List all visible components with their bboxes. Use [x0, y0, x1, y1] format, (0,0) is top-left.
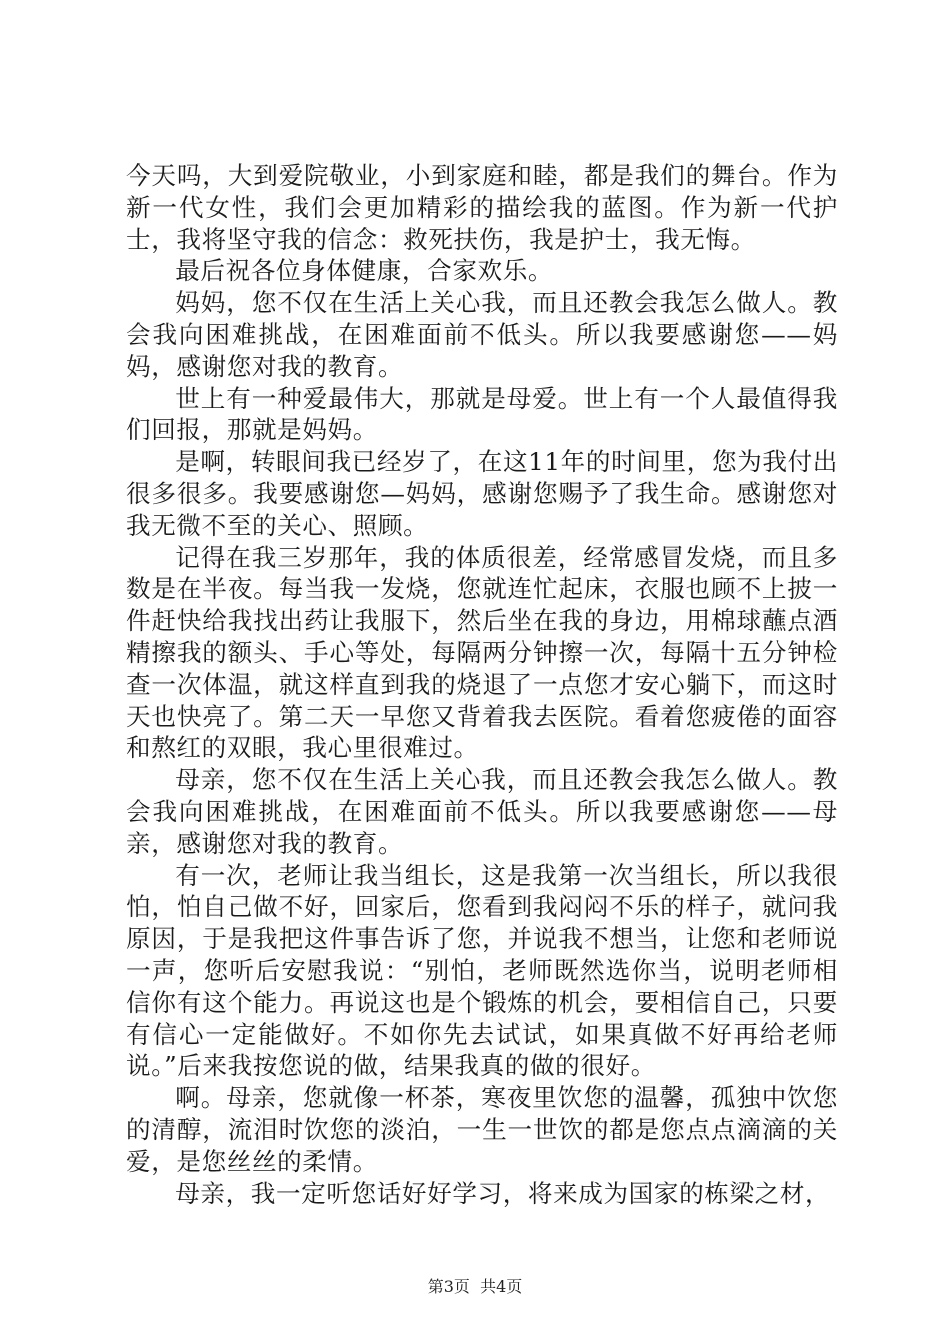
paragraph-3: 妈妈，您不仅在生活上关心我，而且还教会我怎么做人。教会我向困难挑战，在困难面前不低头。所以我要感谢您——妈妈，感谢您对我的教育。	[126, 288, 838, 381]
document-body	[126, 160, 838, 1209]
page-number: 第3页	[427, 1277, 470, 1296]
paragraph-7: 母亲，您不仅在生活上关心我，而且还教会我怎么做人。教会我向困难挑战，在困难面前不低头。所以我要感谢您——母亲，感谢您对我的教育。	[126, 765, 838, 858]
page-total: 共4页	[480, 1277, 523, 1296]
paragraph-9: 啊。母亲，您就像一杯茶，寒夜里饮您的温馨，孤独中饮您的清醇，流泪时饮您的淡泊，一生一世饮的都是您点点滴滴的关爱，是您丝丝的柔情。	[126, 1083, 838, 1176]
paragraph-8: 有一次，老师让我当组长，这是我第一次当组长，所以我很怕，怕自己做不好，回家后，您看到我闷闷不乐的样子，就问我原因，于是我把这件事告诉了您，并说我不想当，让您和老师说一声，您听后安慰我说：“别怕，老师既然选你当，说明老师相信你有这个能力。再说这也是个锻炼的机会，要相信自己，只要有信心一定能做好。不如你先去试试，如果真做不好再给老师说。”后来我按您说的做，结果我真的做的很好。	[126, 860, 838, 1081]
paragraph-1: 今天吗，大到爱院敬业，小到家庭和睦，都是我们的舞台。作为新一代女性，我们会更加精彩的描绘我的蓝图。作为新一代护士，我将坚守我的信念：救死扶伤，我是护士，我无悔。	[126, 161, 838, 254]
footer-separator	[470, 1277, 480, 1296]
paragraph-6: 记得在我三岁那年，我的体质很差，经常感冒发烧，而且多数是在半夜。每当我一发烧，您就连忙起床，衣服也顾不上披一件赶快给我找出药让我服下，然后坐在我的身边，用棉球蘸点酒精擦我的额头、手心等处，每隔两分钟擦一次，每隔十五分钟检查一次体温，就这样直到我的烧退了一点您才安心躺下，而这时天也快亮了。第二天一早您又背着我去医院。看着您疲倦的面容和熬红的双眼，我心里很难过。	[126, 542, 838, 763]
paragraph-4: 世上有一种爱最伟大，那就是母爱。世上有一个人最值得我们回报，那就是妈妈。	[126, 383, 838, 445]
paragraph-10: 母亲，我一定听您话好好学习，将来成为国家的栋梁之材，	[175, 1178, 831, 1208]
paragraph-5: 是啊，转眼间我已经岁了，在这11年的时间里，您为我付出很多很多。我要感谢您—妈妈，感谢您赐予了我生命。感谢您对我无微不至的关心、照顾。	[126, 447, 838, 540]
page-footer	[0, 1277, 950, 1297]
paragraph-2: 最后祝各位身体健康，合家欢乐。	[175, 256, 554, 286]
